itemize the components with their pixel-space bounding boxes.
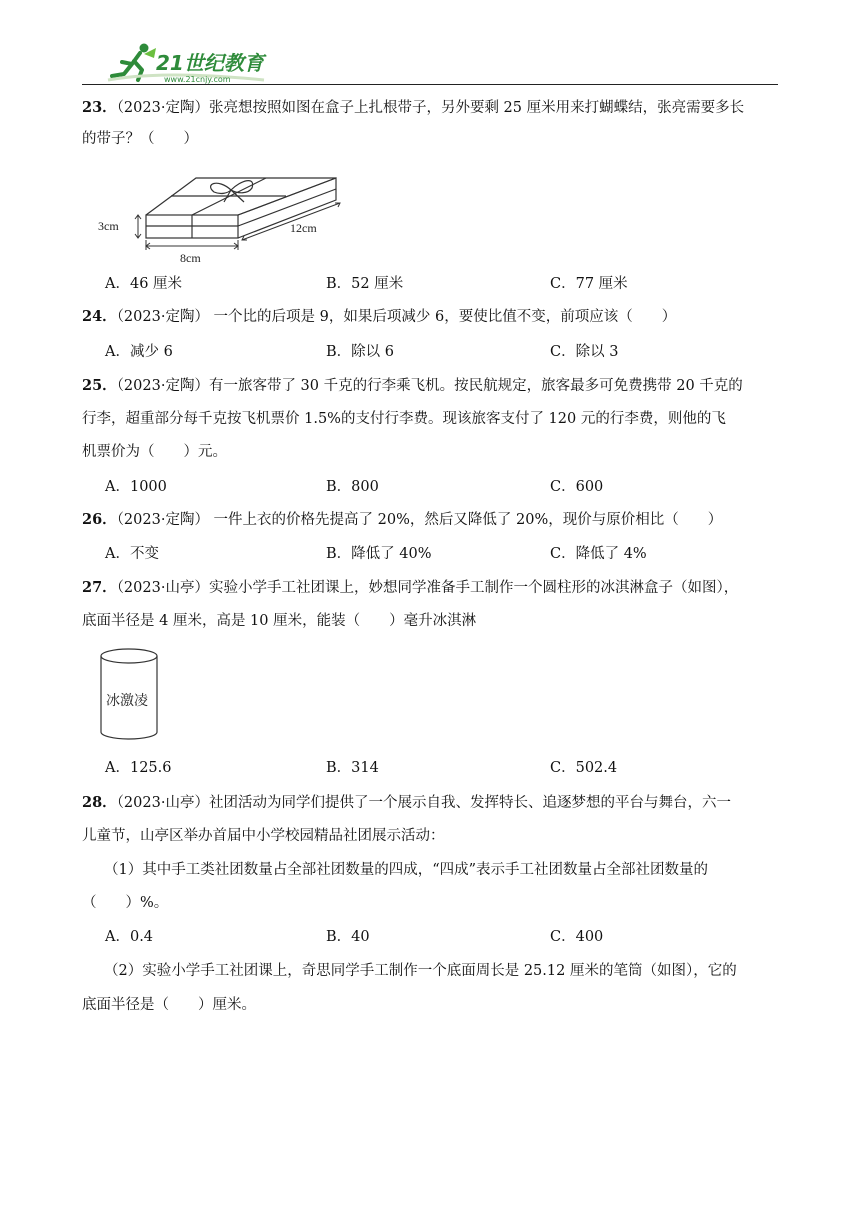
question-number: 28． xyxy=(82,794,117,811)
question-26-option-a[interactable]: A．不变 xyxy=(105,546,159,562)
question-25-line-2: 行李，超重部分每千克按飞机票价 1.5%的支付行李费。现该旅客支付了 120 元的行李费，则他的飞 xyxy=(82,411,726,427)
question-24-line-1: 24．（2023·定陶） 一个比的后项是 9，如果后项减少 6，要使比值不变，前项应该（ ） xyxy=(82,308,677,325)
question-28-part-1-option-b[interactable]: B．40 xyxy=(326,929,370,945)
question-number: 27． xyxy=(82,579,117,596)
question-28-part-1-option-a[interactable]: A．0.4 xyxy=(105,929,154,945)
question-23-line-1: 23．（2023·定陶）张亮想按照如图在盒子上扎根带子，另外要剩 25 厘米用来打蝴蝶结，张亮需要多长 xyxy=(82,99,745,116)
question-28-part-1-line-2: （ ）%。 xyxy=(82,895,169,911)
question-23-option-b[interactable]: B．52 厘米 xyxy=(326,276,404,292)
question-27-option-a[interactable]: A．125.6 xyxy=(105,760,172,776)
question-28-part-2-line-1: （2）实验小学手工社团课上，奇思同学手工制作一个底面周长是 25.12 厘米的笔筒（如图），它的 xyxy=(104,963,737,979)
site-logo xyxy=(104,40,304,86)
question-28-part-1-line-1: （1）其中手工类社团数量占全部社团数量的四成，“四成”表示手工社团数量占全部社团数量的 xyxy=(104,862,709,878)
logo-url: www.21cnjy.com xyxy=(164,75,231,84)
question-27-option-c[interactable]: C．502.4 xyxy=(550,760,618,776)
cylinder-label: 冰激凌 xyxy=(106,693,148,709)
header-divider xyxy=(82,84,778,85)
question-24-option-c[interactable]: C．除以 3 xyxy=(550,344,619,360)
question-number: 24． xyxy=(82,308,117,325)
question-25-line-3: 机票价为（ ）元。 xyxy=(82,444,227,460)
question-27-line-1: 27．（2023·山亭）实验小学手工社团课上，妙想同学准备手工制作一个圆柱形的冰淇淋盒子（如图）， xyxy=(82,579,739,596)
question-26-option-b[interactable]: B．降低了 40% xyxy=(326,546,432,562)
question-28-line-2: 儿童节，山亭区举办首届中小学校园精品社团展示活动： xyxy=(82,828,445,844)
question-23-option-a[interactable]: A．46 厘米 xyxy=(105,276,183,292)
question-23-line-2: 的带子？（ ） xyxy=(82,131,198,147)
question-number: 25． xyxy=(82,377,117,394)
question-number: 23． xyxy=(82,99,117,116)
question-24-option-b[interactable]: B．除以 6 xyxy=(326,344,394,360)
question-25-option-c[interactable]: C．600 xyxy=(550,479,604,495)
question-24-option-a[interactable]: A．减少 6 xyxy=(105,344,173,360)
question-25-option-b[interactable]: B．800 xyxy=(326,479,379,495)
question-28-line-1: 28．（2023·山亭）社团活动为同学们提供了一个展示自我、发挥特长、追逐梦想的平台与舞台，六一 xyxy=(82,794,731,811)
question-number: 26． xyxy=(82,511,117,528)
height-label: 3cm xyxy=(98,219,119,233)
question-28-part-2-line-2: 底面半径是（ ）厘米。 xyxy=(82,997,256,1013)
question-23-option-c[interactable]: C．77 厘米 xyxy=(550,276,628,292)
question-25-option-a[interactable]: A．1000 xyxy=(105,479,167,495)
question-28-part-1-option-c[interactable]: C．400 xyxy=(550,929,604,945)
length-label: 12cm xyxy=(290,221,317,235)
question-26-line-1: 26．（2023·定陶） 一件上衣的价格先提高了 20%，然后又降低了 20%，现价与原价相比（ ） xyxy=(82,511,723,528)
gift-box-figure xyxy=(96,160,356,266)
question-27-option-b[interactable]: B．314 xyxy=(326,760,379,776)
question-26-option-c[interactable]: C．降低了 4% xyxy=(550,546,647,562)
ice-cream-cylinder-figure xyxy=(98,646,164,744)
question-25-line-1: 25．（2023·定陶）有一旅客带了 30 千克的行李乘飞机。按民航规定，旅客最多可免费携带 20 千克的 xyxy=(82,377,743,394)
width-label: 8cm xyxy=(180,251,201,265)
logo-text: 21世纪教育 xyxy=(156,51,264,75)
question-27-line-2: 底面半径是 4 厘米，高是 10 厘米，能装（ ）毫升冰淇淋 xyxy=(82,613,477,629)
